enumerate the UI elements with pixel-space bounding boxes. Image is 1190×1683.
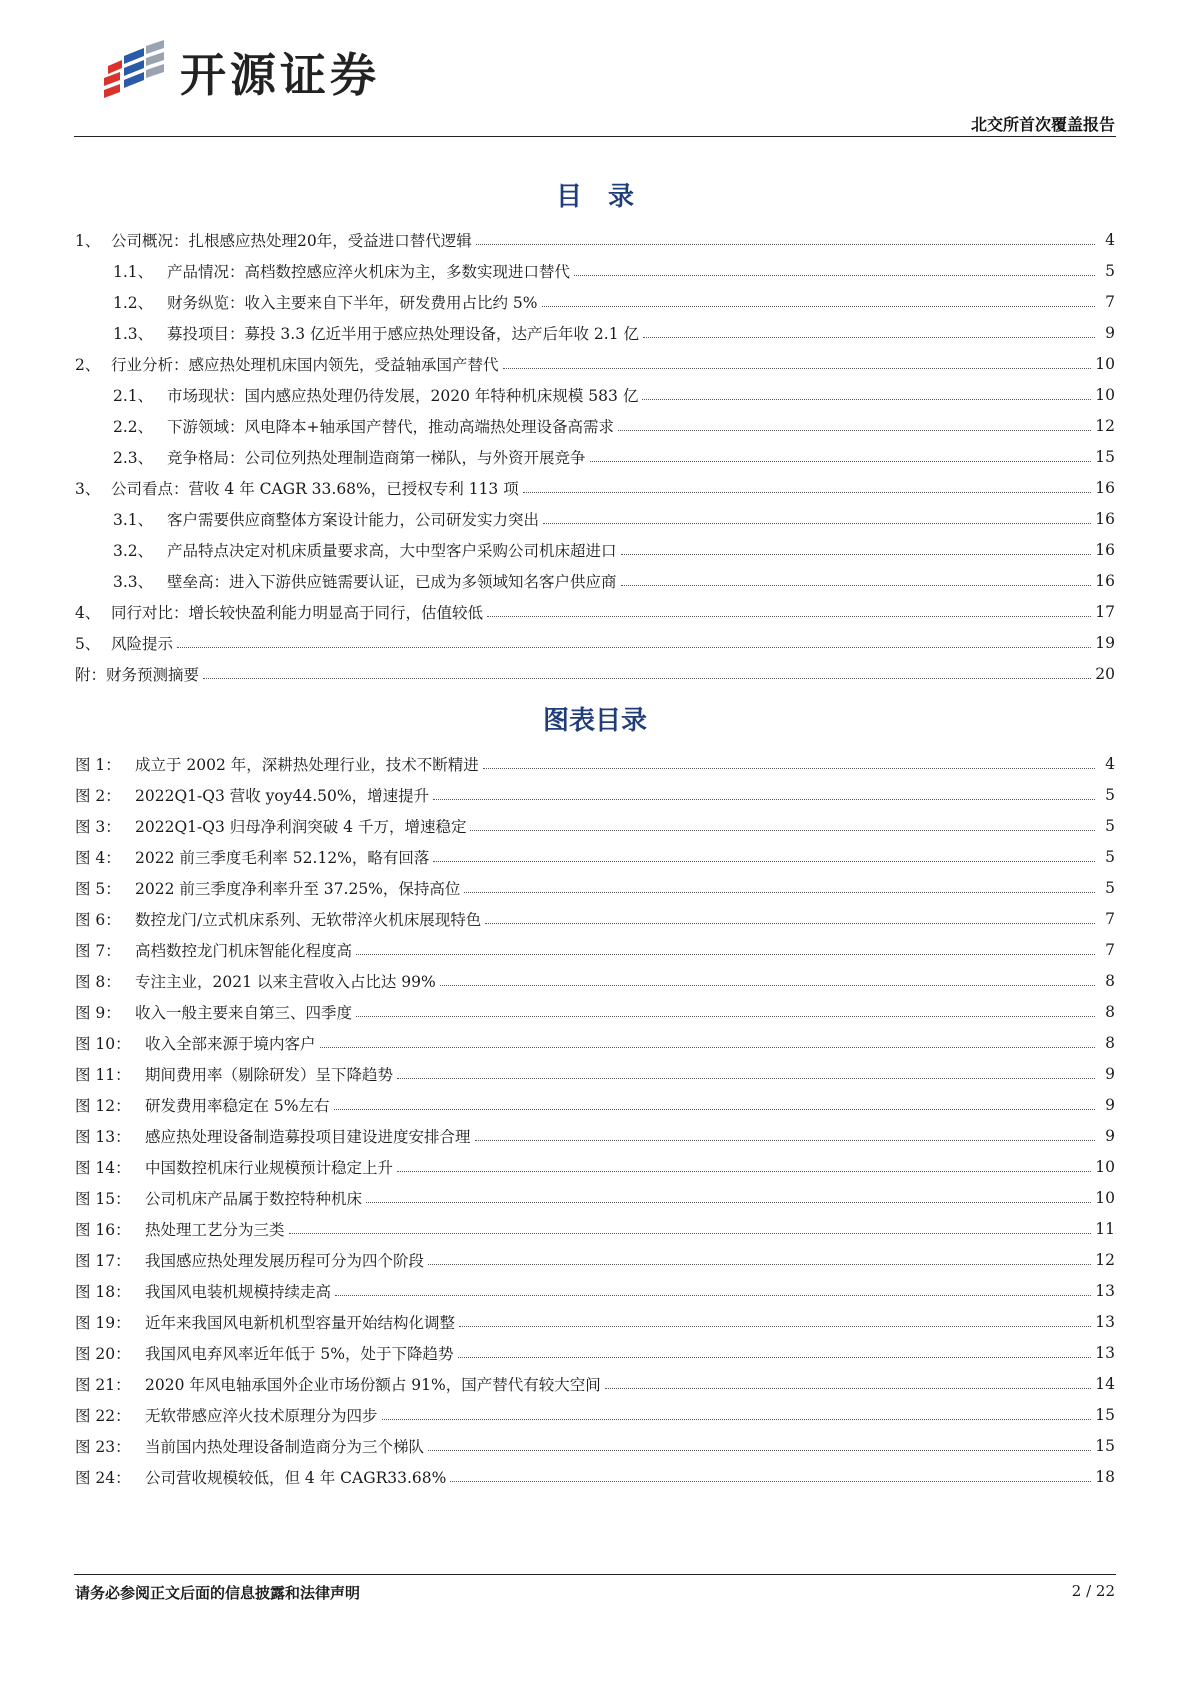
toc-entry-page: 9	[1105, 323, 1115, 342]
toc-entry-number: 2.2、	[113, 417, 154, 436]
figure-entry-page: 5	[1105, 878, 1115, 897]
figure-entry-page: 15	[1095, 1405, 1115, 1424]
toc-entry[interactable]	[75, 596, 1115, 627]
figure-entry[interactable]	[75, 1399, 1115, 1430]
toc-entry[interactable]	[75, 565, 1115, 596]
figure-entry-page: 5	[1105, 785, 1115, 804]
toc-list	[75, 224, 1115, 689]
figure-entry-text: 无软带感应淬火技术原理分为四步	[145, 1406, 378, 1425]
toc-entry[interactable]	[75, 255, 1115, 286]
page-number: 2 / 22	[1071, 1582, 1115, 1600]
leader-dots	[621, 585, 1092, 586]
toc-entry-text: 客户需要供应商整体方案设计能力，公司研发实力突出	[167, 510, 540, 529]
leader-dots	[397, 1078, 1095, 1079]
toc-entry[interactable]	[75, 379, 1115, 410]
toc-entry[interactable]	[75, 441, 1115, 472]
leader-dots	[643, 337, 1095, 338]
toc-entry[interactable]	[75, 348, 1115, 379]
figure-entry-page: 18	[1095, 1467, 1115, 1486]
figure-entry-page: 13	[1095, 1281, 1115, 1300]
leader-dots	[459, 1326, 1091, 1327]
leader-dots	[542, 306, 1095, 307]
toc-entry-text: 下游领域：风电降本+轴承国产替代，推动高端热处理设备高需求	[167, 417, 614, 436]
toc-entry-page: 16	[1095, 571, 1115, 590]
figure-entry[interactable]	[75, 1213, 1115, 1244]
figure-entry-page: 11	[1095, 1219, 1115, 1238]
figure-entry-number: 图 8：	[75, 972, 121, 991]
figure-entry[interactable]	[75, 872, 1115, 903]
leader-dots	[618, 430, 1091, 431]
leader-dots	[543, 523, 1091, 524]
toc-entry-page: 4	[1105, 230, 1115, 249]
toc-entry[interactable]	[75, 286, 1115, 317]
figure-entry-number: 图 17：	[75, 1251, 131, 1270]
figure-entry-text: 2022 前三季度毛利率 52.12%，略有回落	[135, 848, 430, 867]
toc-entry-page: 7	[1105, 292, 1115, 311]
figure-entry-text: 热处理工艺分为三类	[145, 1220, 285, 1239]
figure-entry-number: 图 12：	[75, 1096, 131, 1115]
figure-entry[interactable]	[75, 1244, 1115, 1275]
figure-entry-text: 中国数控机床行业规模预计稳定上升	[145, 1158, 394, 1177]
leader-dots	[470, 830, 1095, 831]
figure-entry-page: 10	[1095, 1188, 1115, 1207]
figure-entry[interactable]	[75, 1151, 1115, 1182]
toc-entry[interactable]	[75, 627, 1115, 658]
figure-entry-number: 图 3：	[75, 817, 121, 836]
figure-entry-number: 图 15：	[75, 1189, 131, 1208]
toc-entry-number: 2、	[75, 355, 101, 374]
toc-entry[interactable]	[75, 503, 1115, 534]
leader-dots	[642, 399, 1091, 400]
toc-entry-page: 15	[1095, 447, 1115, 466]
figure-entry-text: 当前国内热处理设备制造商分为三个梯队	[145, 1437, 425, 1456]
leader-dots	[356, 954, 1095, 955]
header-divider	[74, 136, 1116, 137]
toc-entry-text: 行业分析：感应热处理机床国内领先，受益轴承国产替代	[111, 355, 499, 374]
figure-entry[interactable]	[75, 996, 1115, 1027]
figure-entry[interactable]	[75, 748, 1115, 779]
figure-entry-page: 4	[1105, 754, 1115, 773]
toc-entry[interactable]	[75, 534, 1115, 565]
toc-entry-page: 20	[1095, 664, 1115, 683]
figure-entry-number: 图 19：	[75, 1313, 131, 1332]
leader-dots	[523, 492, 1092, 493]
figure-entry-page: 13	[1095, 1343, 1115, 1362]
footer-disclaimer: 请务必参阅正文后面的信息披露和法律声明	[75, 1584, 361, 1602]
report-type-label: 北交所首次覆盖报告	[970, 115, 1115, 134]
leader-dots	[621, 554, 1092, 555]
leader-dots	[485, 923, 1095, 924]
toc-entry-page: 16	[1095, 478, 1115, 497]
figure-entry-number: 图 23：	[75, 1437, 131, 1456]
leader-dots	[177, 647, 1091, 648]
leader-dots	[458, 1357, 1092, 1358]
figure-entry-text: 我国风电弃风率近年低于 5%，处于下降趋势	[145, 1344, 454, 1363]
figure-entry[interactable]	[75, 1430, 1115, 1461]
leader-dots	[320, 1047, 1095, 1048]
figure-entry-number: 图 16：	[75, 1220, 131, 1239]
figure-entry-number: 图 1：	[75, 755, 121, 774]
figure-entry-text: 收入全部来源于境内客户	[145, 1034, 316, 1053]
figure-entry-number: 图 10：	[75, 1034, 131, 1053]
figure-entry-text: 期间费用率（剔除研发）呈下降趋势	[145, 1065, 394, 1084]
figure-entry[interactable]	[75, 1275, 1115, 1306]
figure-entry-page: 10	[1095, 1157, 1115, 1176]
leader-dots	[289, 1233, 1092, 1234]
figure-entry-number: 图 13：	[75, 1127, 131, 1146]
figure-entry-page: 14	[1095, 1374, 1115, 1393]
footer-divider	[74, 1574, 1116, 1575]
toc-entry-text: 募投项目：募投 3.3 亿近半用于感应热处理设备，达产后年收 2.1 亿	[167, 324, 640, 343]
figure-entry-number: 图 11：	[75, 1065, 131, 1084]
leader-dots	[476, 244, 1095, 245]
figure-entry-text: 2020 年风电轴承国外企业市场份额占 91%，国产替代有较大空间	[145, 1375, 601, 1394]
leader-dots	[397, 1171, 1091, 1172]
toc-entry-number: 3、	[75, 479, 101, 498]
toc-entry-number: 2.3、	[113, 448, 154, 467]
leader-dots	[334, 1109, 1095, 1110]
leader-dots	[464, 892, 1095, 893]
leader-dots	[487, 616, 1091, 617]
leader-dots	[503, 368, 1092, 369]
leader-dots	[203, 678, 1091, 679]
kaiyuan-logo-icon	[100, 38, 168, 106]
toc-entry-number: 4、	[75, 603, 101, 622]
figure-entry[interactable]	[75, 934, 1115, 965]
figure-entry-number: 图 24：	[75, 1468, 131, 1487]
figure-entry-page: 8	[1105, 1002, 1115, 1021]
figure-entry[interactable]	[75, 1368, 1115, 1399]
page-header	[0, 0, 1190, 140]
figure-entry-page: 8	[1105, 1033, 1115, 1052]
toc-entry-text: 竞争格局：公司位列热处理制造商第一梯队，与外资开展竞争	[167, 448, 586, 467]
toc-entry[interactable]	[75, 224, 1115, 255]
toc-entry-text: 财务预测摘要	[106, 665, 200, 684]
figure-entry[interactable]	[75, 1337, 1115, 1368]
figure-entry-page: 7	[1105, 940, 1115, 959]
leader-dots	[574, 275, 1095, 276]
figure-entry[interactable]	[75, 1089, 1115, 1120]
toc-entry-page: 19	[1095, 633, 1115, 652]
toc-entry-number: 1.2、	[113, 293, 154, 312]
figure-entry-text: 近年来我国风电新机机型容量开始结构化调整	[145, 1313, 456, 1332]
leader-dots	[428, 1264, 1091, 1265]
figure-entry-text: 2022 前三季度净利率升至 37.25%，保持高位	[135, 879, 461, 898]
leader-dots	[440, 985, 1095, 986]
toc-title: 目 录	[555, 182, 634, 212]
toc-entry[interactable]	[75, 317, 1115, 348]
leader-dots	[335, 1295, 1091, 1296]
figure-entry-text: 我国风电装机规模持续走高	[145, 1282, 332, 1301]
leader-dots	[605, 1388, 1092, 1389]
figure-entry-text: 公司机床产品属于数控特种机床	[145, 1189, 363, 1208]
leader-dots	[590, 461, 1092, 462]
toc-entry-number: 3.3、	[113, 572, 154, 591]
figure-list-title: 图表目录	[542, 706, 647, 736]
leader-dots	[366, 1202, 1091, 1203]
toc-entry-page: 16	[1095, 540, 1115, 559]
figure-entry-text: 专注主业，2021 以来主营收入占比达 99%	[135, 972, 436, 991]
figure-entry-page: 15	[1095, 1436, 1115, 1455]
brand-name: 开源证券	[180, 48, 380, 102]
toc-entry-page: 16	[1095, 509, 1115, 528]
figure-entry[interactable]	[75, 1461, 1115, 1492]
toc-entry-text: 风险提示	[111, 634, 174, 653]
figure-entry-text: 公司营收规模较低，但 4 年 CAGR33.68%	[145, 1468, 447, 1487]
leader-dots	[433, 799, 1095, 800]
figure-entry-number: 图 5：	[75, 879, 121, 898]
toc-entry-page: 10	[1095, 385, 1115, 404]
figure-entry[interactable]	[75, 1120, 1115, 1151]
figure-entry-text: 高档数控龙门机床智能化程度高	[135, 941, 353, 960]
figure-entry-text: 成立于 2002 年，深耕热处理行业，技术不断精进	[135, 755, 479, 774]
toc-entry-number: 1.3、	[113, 324, 154, 343]
figure-entry-number: 图 6：	[75, 910, 121, 929]
figure-entry-number: 图 20：	[75, 1344, 131, 1363]
figure-entry-number: 图 18：	[75, 1282, 131, 1301]
figure-entry-number: 图 7：	[75, 941, 121, 960]
figure-entry-text: 2022Q1-Q3 营收 yoy44.50%，增速提升	[135, 786, 430, 805]
leader-dots	[382, 1419, 1092, 1420]
figure-entry[interactable]	[75, 1058, 1115, 1089]
toc-entry-number: 3.2、	[113, 541, 154, 560]
toc-entry[interactable]	[75, 658, 1115, 689]
figure-entry[interactable]	[75, 810, 1115, 841]
figure-entry-text: 感应热处理设备制造募投项目建设进度安排合理	[145, 1127, 471, 1146]
figure-entry[interactable]	[75, 1027, 1115, 1058]
figure-entry-number: 图 21：	[75, 1375, 131, 1394]
leader-dots	[483, 768, 1095, 769]
toc-entry-number: 1、	[75, 231, 101, 250]
toc-entry-text: 公司概况：扎根感应热处理20年，受益进口替代逻辑	[111, 231, 472, 250]
figure-entry-text: 我国感应热处理发展历程可分为四个阶段	[145, 1251, 425, 1270]
figure-entry-page: 12	[1095, 1250, 1115, 1269]
toc-entry-text: 产品特点决定对机床质量要求高，大中型客户采购公司机床超进口	[167, 541, 617, 560]
figure-entry-page: 5	[1105, 847, 1115, 866]
figure-entry-number: 图 9：	[75, 1003, 121, 1022]
figure-entry[interactable]	[75, 903, 1115, 934]
figure-entry-page: 8	[1105, 971, 1115, 990]
leader-dots	[450, 1481, 1091, 1482]
figure-entry[interactable]	[75, 1182, 1115, 1213]
leader-dots	[475, 1140, 1095, 1141]
figure-entry-page: 5	[1105, 816, 1115, 835]
toc-entry-page: 17	[1095, 602, 1115, 621]
toc-entry-text: 产品情况：高档数控感应淬火机床为主，多数实现进口替代	[167, 262, 571, 281]
toc-entry-number: 5、	[75, 634, 101, 653]
figure-list	[75, 748, 1115, 1492]
figure-entry-text: 数控龙门/立式机床系列、无软带淬火机床展现特色	[135, 910, 482, 929]
figure-entry-page: 9	[1105, 1126, 1115, 1145]
figure-entry-page: 9	[1105, 1095, 1115, 1114]
figure-entry-text: 2022Q1-Q3 归母净利润突破 4 千万，增速稳定	[135, 817, 467, 836]
toc-entry-page: 10	[1095, 354, 1115, 373]
figure-entry-number: 图 14：	[75, 1158, 131, 1177]
figure-entry-number: 图 2：	[75, 786, 121, 805]
figure-entry[interactable]	[75, 1306, 1115, 1337]
toc-entry[interactable]	[75, 410, 1115, 441]
toc-entry-text: 财务纵览：收入主要来自下半年，研发费用占比约 5%	[167, 293, 538, 312]
figure-entry-page: 13	[1095, 1312, 1115, 1331]
toc-entry-number: 2.1、	[113, 386, 154, 405]
toc-entry-text: 同行对比：增长较快盈利能力明显高于同行，估值较低	[111, 603, 484, 622]
figure-entry-text: 收入一般主要来自第三、四季度	[135, 1003, 353, 1022]
toc-entry-text: 壁垒高：进入下游供应链需要认证，已成为多领域知名客户供应商	[167, 572, 617, 591]
figure-entry[interactable]	[75, 779, 1115, 810]
toc-entry-number: 1.1、	[113, 262, 154, 281]
toc-entry-number: 附：	[75, 665, 107, 684]
figure-entry-page: 9	[1105, 1064, 1115, 1083]
toc-entry-text: 公司看点：营收 4 年 CAGR 33.68%，已授权专利 113 项	[111, 479, 519, 498]
toc-entry-number: 3.1、	[113, 510, 154, 529]
figure-entry[interactable]	[75, 841, 1115, 872]
toc-entry-text: 市场现状：国内感应热处理仍待发展，2020 年特种机床规模 583 亿	[167, 386, 639, 405]
leader-dots	[356, 1016, 1095, 1017]
figure-entry-page: 7	[1105, 909, 1115, 928]
figure-entry[interactable]	[75, 965, 1115, 996]
leader-dots	[433, 861, 1095, 862]
toc-entry-page: 12	[1095, 416, 1115, 435]
figure-entry-text: 研发费用率稳定在 5%左右	[145, 1096, 330, 1115]
figure-entry-number: 图 22：	[75, 1406, 131, 1425]
toc-entry[interactable]	[75, 472, 1115, 503]
toc-entry-page: 5	[1105, 261, 1115, 280]
figure-entry-number: 图 4：	[75, 848, 121, 867]
brand-logo	[100, 38, 380, 106]
leader-dots	[428, 1450, 1091, 1451]
